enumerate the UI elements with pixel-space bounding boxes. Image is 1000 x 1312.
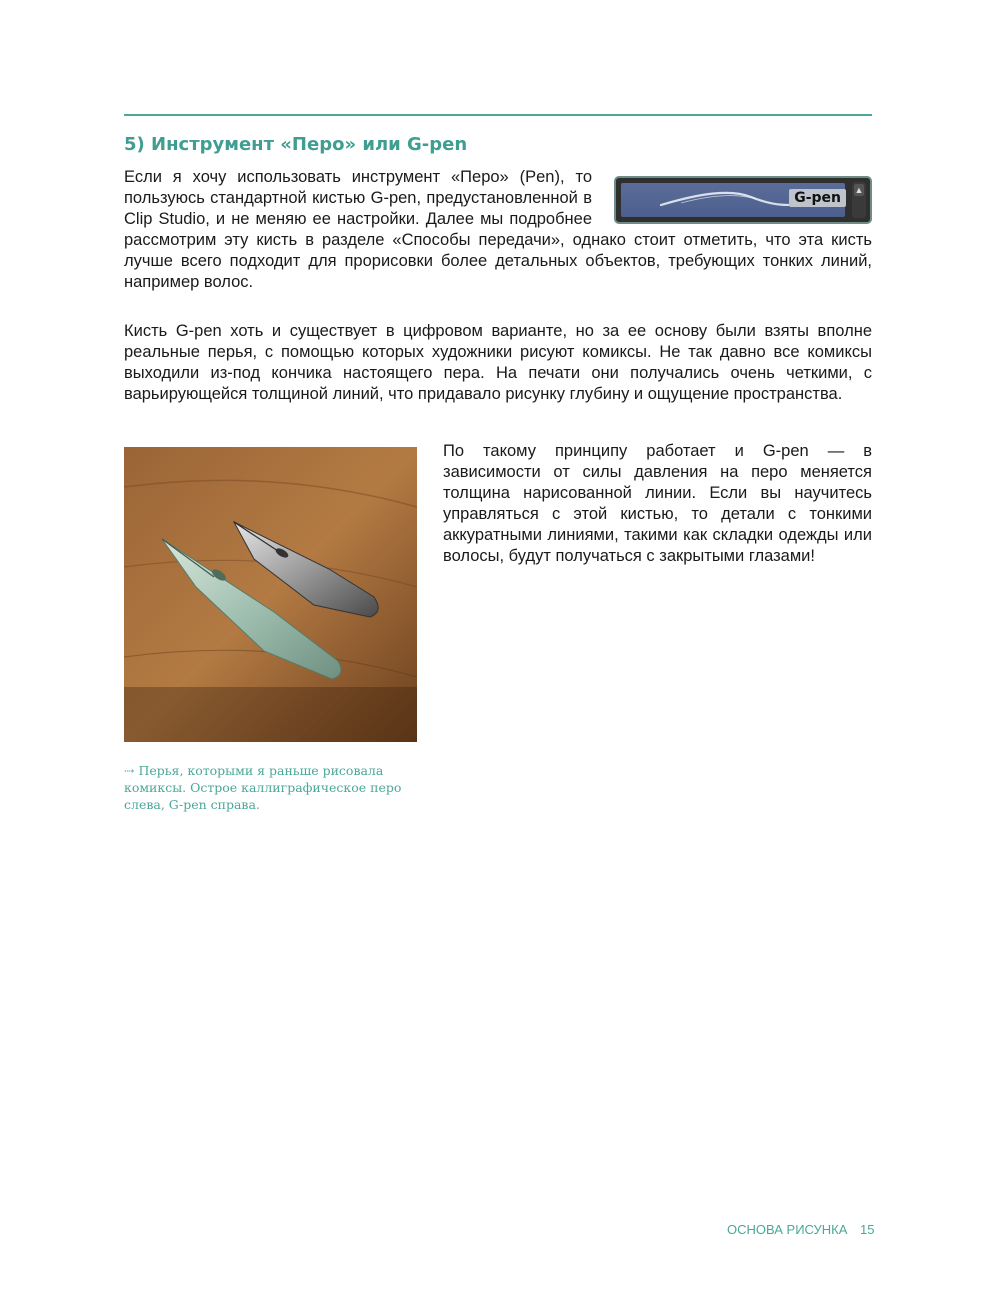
intro-block [124, 167, 872, 293]
section-title: 5) Инструмент «Перо» или G-pen [124, 134, 468, 155]
chevron-up-icon[interactable]: ▲ [854, 185, 864, 195]
top-rule [124, 114, 872, 116]
pen-nibs-photo [124, 447, 417, 742]
photo-caption: ⇢ Перья, которыми я раньше рисовала комиксы. Острое каллиграфическое перо слева, G-pen справа. [124, 763, 402, 812]
paragraph-2: Кисть G-pen хоть и существует в цифровом варианте, но за ее основу были взяты вполне реальные перья, с помощью которых художники рисуют комиксы. Не так давно все комиксы выходили из-под кончика настоящего пера. На печати они получались очень четкими, с варьирующейся толщиной линий, что придавало рисунку глубину и ощущение пространства. [124, 322, 872, 403]
paragraph-3-block [443, 441, 872, 567]
paragraph-2-block [124, 321, 872, 405]
page-number: 15 [860, 1222, 875, 1237]
brush-name-label: G-pen [789, 189, 846, 207]
paragraph-1: Если я хочу использовать инструмент «Перо» (Pen), то пользуюсь стандартной кистью G-pen, предустановленной в Clip Studio, и не меняю ее настройки. Далее мы подробнее рассмотрим эту кисть в разделе «Способы передачи», однако стоит отметить, что эта кисть лучше всего подходит для прорисовки более детальных объектов, требующих тонких линий, например волос. [124, 168, 872, 291]
footer-section-name: ОСНОВА РИСУНКА [727, 1222, 848, 1237]
gpen-brush-widget[interactable] [614, 176, 872, 224]
brush-scrollbar[interactable] [852, 182, 866, 218]
paragraph-3: По такому принципу работает и G-pen — в зависимости от силы давления на перо меняется толщина нарисованной линии. Если вы научитесь управляться с этой кистью, то детали с тонкими аккуратными линиями, такими как складки одежды или волосы, будут получаться с закрытыми глазами! [443, 442, 872, 565]
